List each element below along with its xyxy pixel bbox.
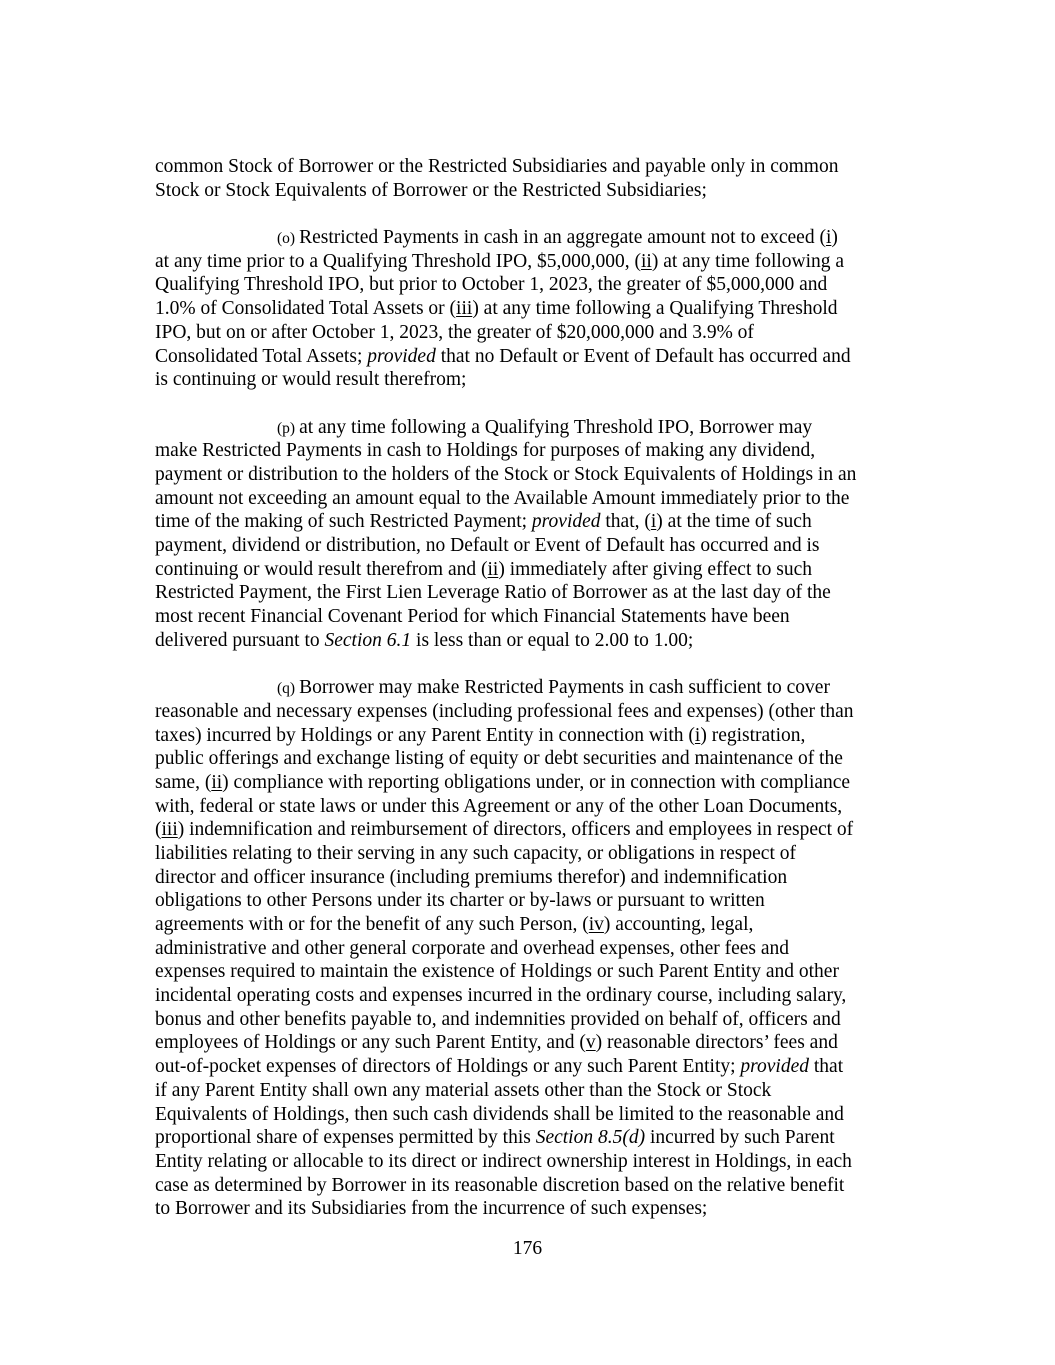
text-line: make Restricted Payments in cash to Holdings for purposes of making any dividend, xyxy=(155,440,816,462)
text-line: is continuing or would result therefrom; xyxy=(155,369,467,391)
text-line: employees of Holdings or any such Parent Entity, and (v) reasonable directors’ fees and xyxy=(155,1032,838,1054)
text-line: same, (ii) compliance with reporting obligations under, or in connection with compliance xyxy=(155,771,851,793)
text-line: payment or distribution to the holders of the Stock or Stock Equivalents of Holdings in an xyxy=(155,463,857,485)
text-line: to Borrower and its Subsidiaries from the incurrence of such expenses; xyxy=(155,1198,708,1220)
text-line: Restricted Payment, the First Lien Leverage Ratio of Borrower as at the last day of the xyxy=(155,582,831,604)
italic-term: provided xyxy=(367,345,436,367)
text-line: common Stock of Borrower or the Restricted Subsidiaries and payable only in common xyxy=(155,156,839,177)
paragraph xyxy=(155,676,915,1221)
text-line: Entity relating or allocable to its direct or indirect ownership interest in Holdings, in each xyxy=(155,1150,852,1172)
clause-numeral: iii xyxy=(456,298,473,320)
clause-label: (q) xyxy=(277,680,296,698)
text-line: taxes) incurred by Holdings or any Parent Entity in connection with (i) registration, xyxy=(155,724,806,746)
text-line: 1.0% of Consolidated Total Assets or (iii) at any time following a Qualifying Threshold xyxy=(155,298,838,320)
paragraph xyxy=(155,416,915,653)
clause-numeral: v xyxy=(585,1032,596,1054)
clause-numeral: i xyxy=(825,227,832,249)
text-line: time of the making of such Restricted Payment; provided that, (i) at the time of such xyxy=(155,511,812,533)
text-line: most recent Financial Covenant Period for which Financial Statements have been xyxy=(155,606,790,628)
text-line: out-of-pocket expenses of directors of Holdings or any such Parent Entity; provided that xyxy=(155,1056,844,1078)
text-line: (p) at any time following a Qualifying Threshold IPO, Borrower may xyxy=(277,416,813,438)
text-line: (q) Borrower may make Restricted Payments in cash sufficient to cover xyxy=(277,677,830,699)
text-line: if any Parent Entity shall own any material assets other than the Stock or Stock xyxy=(155,1079,772,1101)
clause-label: (p) xyxy=(277,419,296,437)
text-line: expenses required to maintain the existence of Holdings or such Parent Entity and other xyxy=(155,961,839,983)
text-line: continuing or would result therefrom and (ii) immediately after giving effect to such xyxy=(155,558,813,580)
page-number: 176 xyxy=(512,1238,543,1259)
text-line: Consolidated Total Assets; provided that no Default or Event of Default has occurred and xyxy=(155,345,851,367)
italic-term: provided xyxy=(740,1056,809,1078)
italic-term: Section 6.1 xyxy=(324,629,412,651)
text-line: obligations to other Persons under its charter or by-laws or pursuant to written xyxy=(155,890,765,912)
text-line: delivered pursuant to Section 6.1 is less than or equal to 2.00 to 1.00; xyxy=(155,629,694,651)
text-line: with, federal or state laws or under this Agreement or any of the other Loan Documents, xyxy=(155,795,843,817)
text-line: public offerings and exchange listing of equity or debt securities and maintenance of the xyxy=(155,748,843,770)
text-line: incidental operating costs and expenses incurred in the ordinary course, including salary, xyxy=(155,985,847,1007)
text-line: Qualifying Threshold IPO, but prior to October 1, 2023, the greater of $5,000,000 and xyxy=(155,274,828,296)
clause-numeral: iv xyxy=(588,914,604,935)
clause-numeral: ii xyxy=(487,558,499,580)
clause-numeral: ii xyxy=(640,250,652,272)
clause-numeral: ii xyxy=(211,771,223,793)
document-body xyxy=(155,155,915,1245)
text-line: (o) Restricted Payments in cash in an aggregate amount not to exceed (i) xyxy=(277,227,838,249)
text-line: director and officer insurance (including premiums therefor) and indemnification xyxy=(155,866,788,888)
paragraph xyxy=(155,155,915,202)
clause-numeral: i xyxy=(650,511,657,533)
text-line: administrative and other general corporate and overhead expenses, other fees and xyxy=(155,937,790,959)
text-line: case as determined by Borrower in its reasonable discretion based on the relative benefit xyxy=(155,1174,845,1196)
text-line: amount not exceeding an amount equal to the Available Amount immediately prior to the xyxy=(155,487,850,509)
text-line: liabilities relating to their serving in any such capacity, or obligations in respect of xyxy=(155,842,796,864)
text-line: agreements with or for the benefit of any such Person, (iv) accounting, legal, xyxy=(155,914,754,935)
clause-numeral: i xyxy=(694,724,701,746)
text-line: IPO, but on or after October 1, 2023, the greater of $20,000,000 and 3.9% of xyxy=(155,321,754,343)
italic-term: Section 8.5(d) xyxy=(535,1127,646,1149)
text-line: bonus and other benefits payable to, and indemnities provided on behalf of, officers and xyxy=(155,1008,841,1030)
text-line: at any time prior to a Qualifying Threshold IPO, $5,000,000, (ii) at any time following a xyxy=(155,250,845,272)
clause-label: (o) xyxy=(277,230,296,248)
text-line: reasonable and necessary expenses (including professional fees and expenses) (other than xyxy=(155,700,854,722)
text-line: proportional share of expenses permitted by this Section 8.5(d) incurred by such Parent xyxy=(155,1127,835,1149)
text-line: Stock or Stock Equivalents of Borrower or the Restricted Subsidiaries; xyxy=(155,179,707,201)
paragraph xyxy=(155,226,915,392)
text-line: (iii) indemnification and reimbursement of directors, officers and employees in respect of xyxy=(155,819,854,841)
italic-term: provided xyxy=(531,511,601,533)
text-line: payment, dividend or distribution, no Default or Event of Default has occurred and is xyxy=(155,535,820,556)
text-line: Equivalents of Holdings, then such cash dividends shall be limited to the reasonable and xyxy=(155,1103,844,1125)
clause-numeral: iii xyxy=(161,819,178,841)
